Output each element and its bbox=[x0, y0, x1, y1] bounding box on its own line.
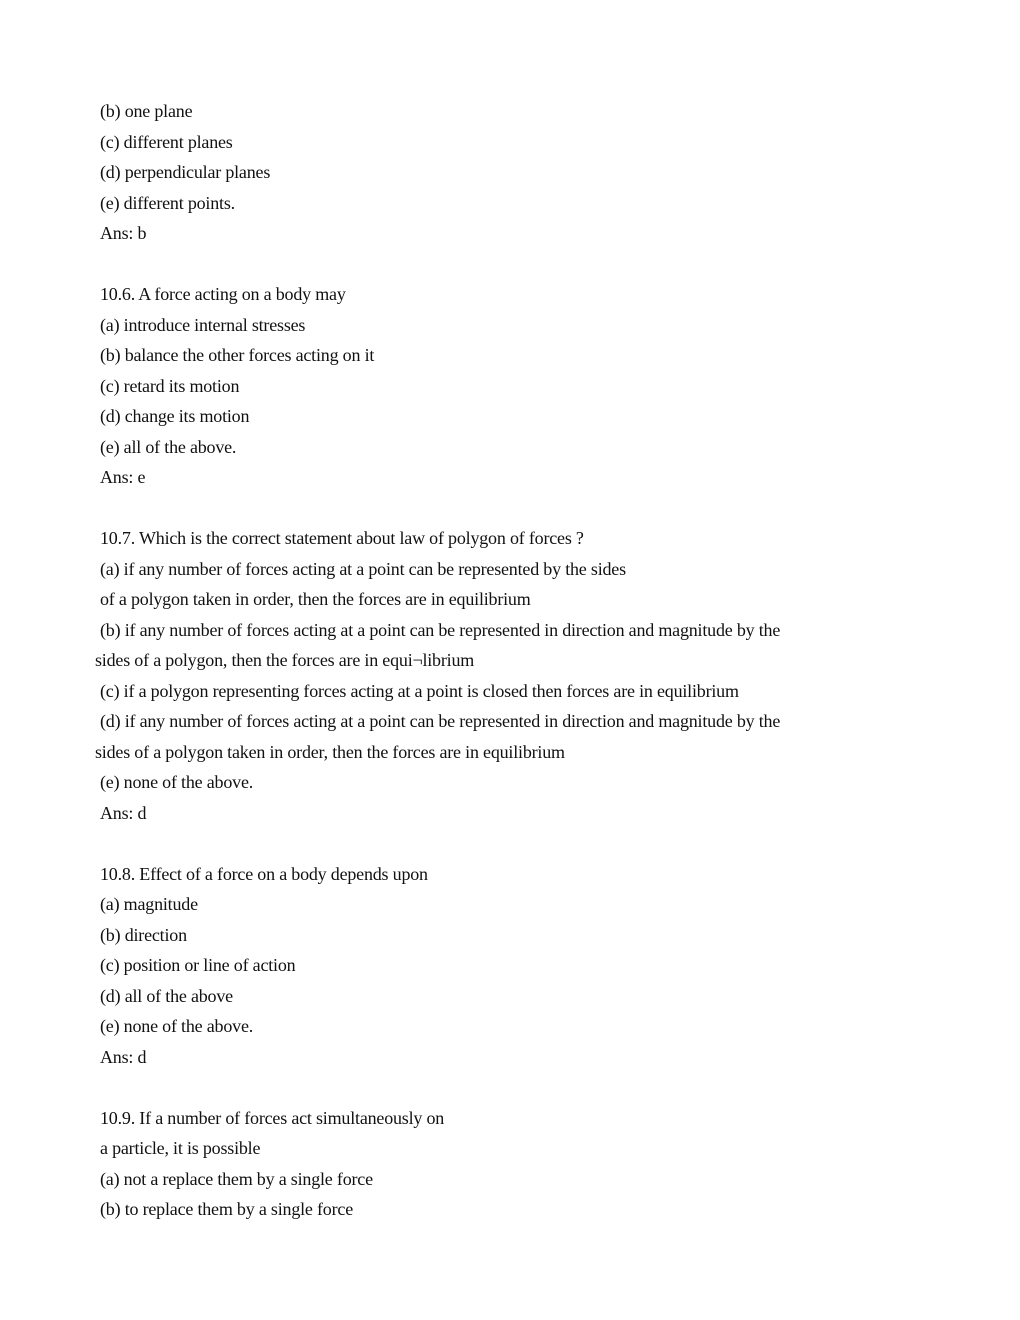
option-d: (d) perpendicular planes bbox=[100, 162, 271, 182]
answer: Ans: d bbox=[100, 1046, 147, 1067]
spacer bbox=[0, 828, 1020, 859]
option-b-cont: sides of a polygon, then the forces are in equi¬librium bbox=[95, 650, 475, 670]
option-c: (c) retard its motion bbox=[100, 375, 240, 396]
option-b: (b) if any number of forces acting at a point can be represented in direction and magnitude by the bbox=[100, 619, 781, 640]
question-text: 10.8. Effect of a force on a body depends upon bbox=[100, 863, 428, 884]
option-a: (a) not a replace them by a single force bbox=[100, 1168, 373, 1189]
question-block-10-8 bbox=[0, 859, 1020, 1073]
question-text: 10.9. If a number of forces act simultaneously on bbox=[100, 1107, 445, 1128]
option-d: (d) if any number of forces acting at a point can be represented in direction and magnitude by the bbox=[100, 711, 781, 731]
option-e: (e) all of the above. bbox=[100, 436, 237, 457]
answer: Ans: b bbox=[100, 223, 147, 243]
option-e: (e) none of the above. bbox=[100, 1016, 254, 1036]
option-d: (d) change its motion bbox=[100, 406, 250, 426]
question-text: 10.6. A force acting on a body may bbox=[100, 284, 346, 304]
option-d: (d) all of the above bbox=[100, 985, 233, 1006]
option-c: (c) if a polygon representing forces acting at a point is closed then forces are in equilibrium bbox=[100, 680, 739, 701]
option-b: (b) to replace them by a single force bbox=[100, 1199, 353, 1219]
option-a: (a) introduce internal stresses bbox=[100, 314, 306, 335]
document-page bbox=[0, 96, 1020, 1225]
answer: Ans: e bbox=[100, 467, 146, 487]
question-text: 10.7. Which is the correct statement about law of polygon of forces ? bbox=[100, 528, 584, 548]
option-c: (c) position or line of action bbox=[100, 955, 296, 975]
option-a: (a) if any number of forces acting at a point can be represented by the sides bbox=[100, 558, 626, 579]
option-d-cont: sides of a polygon taken in order, then the forces are in equilibrium bbox=[95, 741, 565, 762]
question-block-10-6 bbox=[0, 279, 1020, 493]
question-text-cont: a particle, it is possible bbox=[100, 1138, 261, 1158]
spacer bbox=[0, 493, 1020, 524]
question-block-10-7 bbox=[0, 523, 1020, 828]
option-e: (e) different points. bbox=[100, 192, 235, 213]
question-block-10-5-tail bbox=[0, 96, 1020, 249]
option-b: (b) direction bbox=[100, 924, 187, 945]
option-c: (c) different planes bbox=[100, 131, 233, 152]
option-b: (b) one plane bbox=[100, 101, 193, 121]
answer: Ans: d bbox=[100, 802, 147, 823]
option-e: (e) none of the above. bbox=[100, 772, 254, 792]
spacer bbox=[0, 249, 1020, 280]
option-b: (b) balance the other forces acting on it bbox=[100, 345, 375, 365]
spacer bbox=[0, 1072, 1020, 1103]
option-a: (a) magnitude bbox=[100, 894, 198, 914]
question-block-10-9 bbox=[0, 1103, 1020, 1225]
option-a-cont: of a polygon taken in order, then the forces are in equilibrium bbox=[100, 589, 531, 609]
